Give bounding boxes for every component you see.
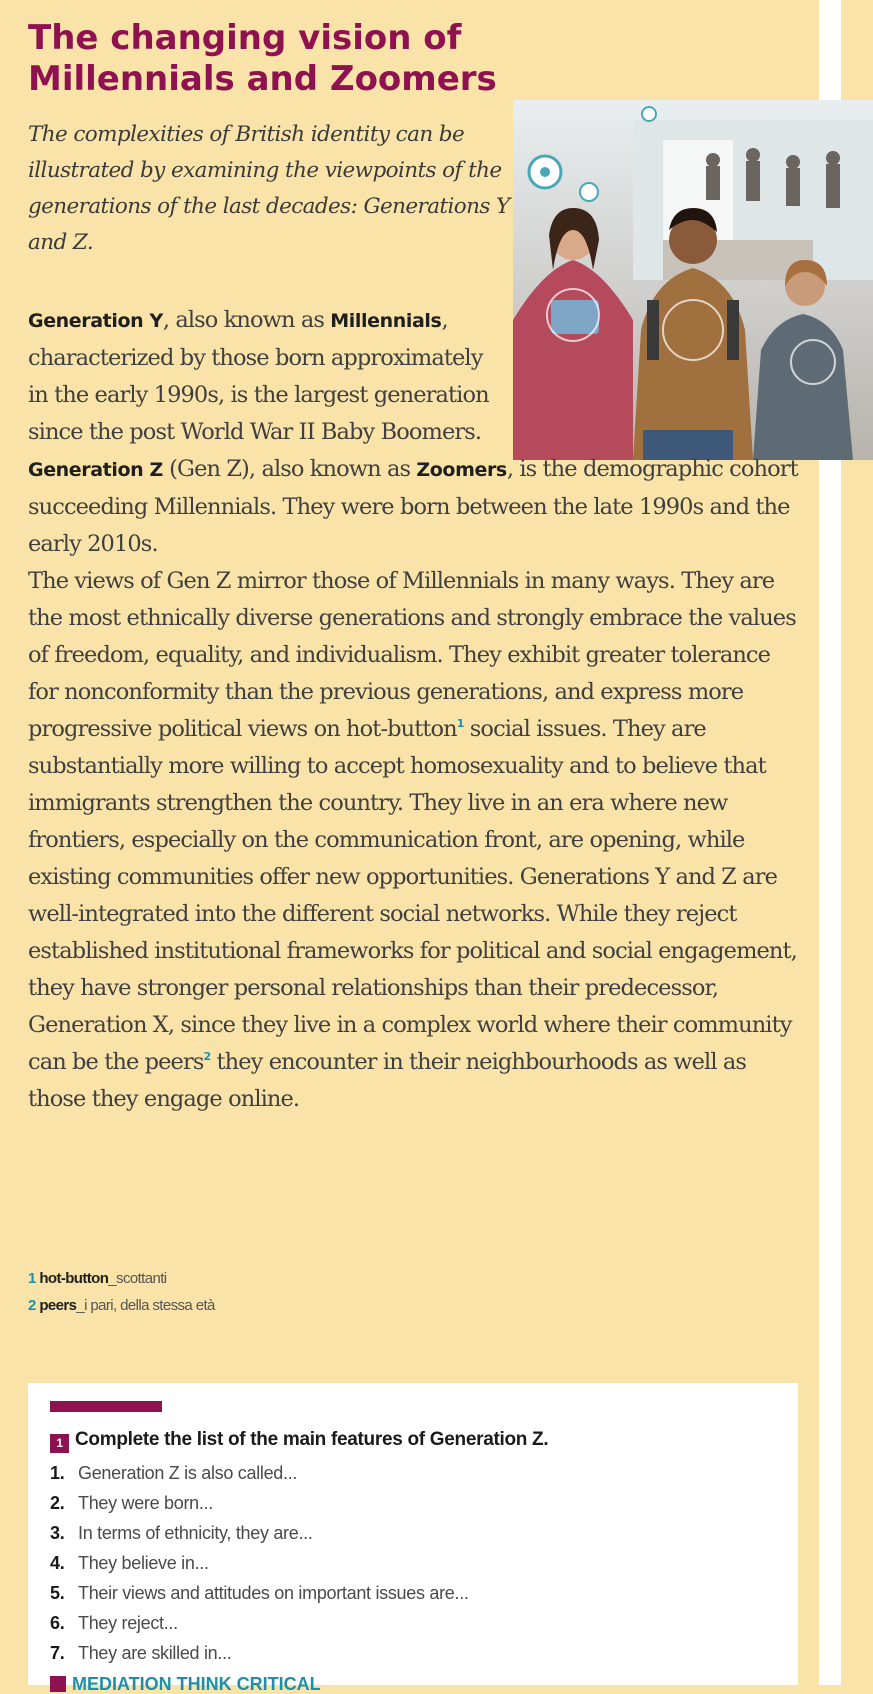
item-number: 2.: [50, 1493, 65, 1513]
paragraph-text: (Gen Z), also known as: [162, 456, 417, 482]
list-item: [50, 1548, 469, 1578]
paragraph-text: they encounter in their neighbourhoods as well as those they engage online.: [28, 1049, 747, 1112]
term-zoomers: Zoomers: [416, 459, 507, 481]
article-body: [28, 302, 798, 1118]
exercise-number-badge: 1: [50, 1434, 69, 1453]
next-section-heading: [50, 1674, 450, 1694]
paragraph-text: , characterized by those born approximately in the early 1990s, is the largest generation since the post World War II Baby Boomers.: [28, 307, 489, 445]
item-text: In terms of ethnicity, they are...: [78, 1523, 313, 1543]
item-text: Their views and attitudes on important issues are...: [78, 1583, 469, 1603]
item-number: 4.: [50, 1553, 65, 1573]
list-item: [50, 1458, 469, 1488]
footnote-2: [28, 1292, 215, 1319]
footnote-ref-2: 2: [203, 1050, 211, 1063]
next-section-heading-text: MEDIATION THINK CRITICAL: [72, 1674, 321, 1694]
list-item: [50, 1638, 469, 1668]
panel-accent-bar: [50, 1401, 162, 1412]
page-title: The changing vision of Millennials and Zoomers: [28, 18, 497, 99]
exercise-instruction-text: Complete the list of the main features of Generation Z.: [75, 1429, 549, 1450]
paragraph-text: , also known as: [162, 307, 331, 333]
paragraph-generation-z: [28, 451, 798, 563]
footnote-term: peers: [39, 1297, 77, 1314]
paragraph-text: The views of Gen Z mirror those of Millennials in many ways. They are the most ethnically diverse generations and strongly embrace the values of freedom, equality, and individualism. They exhibit greater tolerance for nonconformity than the previous generations, and express more progressive political views on hot-button: [28, 568, 796, 742]
item-text: They were born...: [78, 1493, 213, 1513]
exercise-panel: [28, 1383, 798, 1694]
paragraph-generation-y: [28, 302, 508, 451]
item-number: 3.: [50, 1523, 65, 1543]
list-item: [50, 1488, 469, 1518]
list-item: [50, 1608, 469, 1638]
footnote-ref-1: 1: [456, 717, 464, 730]
term-generation-y: Generation Y: [28, 310, 163, 332]
item-text: They are skilled in...: [78, 1643, 232, 1663]
exercise-list: [50, 1458, 469, 1668]
paragraph-views: [28, 563, 798, 1118]
footnote-gloss: _i pari, della stessa età: [76, 1297, 215, 1314]
list-item: [50, 1518, 469, 1548]
item-text: They reject...: [78, 1613, 178, 1633]
term-millennials: Millennials: [330, 310, 442, 332]
item-number: 7.: [50, 1643, 65, 1663]
item-number: 6.: [50, 1613, 65, 1633]
intro-text: The complexities of British identity can be illustrated by examining the viewpoints of the generations of the last decades: Generations Y and Z.: [28, 122, 510, 255]
section-square-icon: [50, 1676, 66, 1692]
footnote-gloss: _scottanti: [108, 1270, 167, 1287]
paragraph-text: social issues. They are substantially more willing to accept homosexuality and to believe that immigrants strengthen the country. They live in an era where new frontiers, especially on the communication front, are opening, while existing communities offer new opportunities. Generations Y and Z are well-integrated into the different social networks. While they reject established institutional frameworks for political and social engagement, they have stronger personal relationships than their predecessor, Generation X, since they live in a complex world where their community can be the peers: [28, 716, 797, 1075]
footnotes: [28, 1265, 215, 1319]
footnote-1: [28, 1265, 215, 1292]
item-number: 5.: [50, 1583, 65, 1603]
paragraph-text: , is the demographic cohort succeeding Millennials. They were born between the late 1990s and the early 2010s.: [28, 456, 798, 557]
item-text: Generation Z is also called...: [78, 1463, 298, 1483]
item-number: 1.: [50, 1463, 65, 1483]
term-generation-z: Generation Z: [28, 459, 163, 481]
item-text: They believe in...: [78, 1553, 209, 1573]
footnote-number: 2: [28, 1297, 36, 1314]
list-item: [50, 1578, 469, 1608]
exercise-instruction: [50, 1423, 548, 1457]
footnote-term: hot-button: [39, 1270, 109, 1287]
footnote-number: 1: [28, 1270, 36, 1287]
